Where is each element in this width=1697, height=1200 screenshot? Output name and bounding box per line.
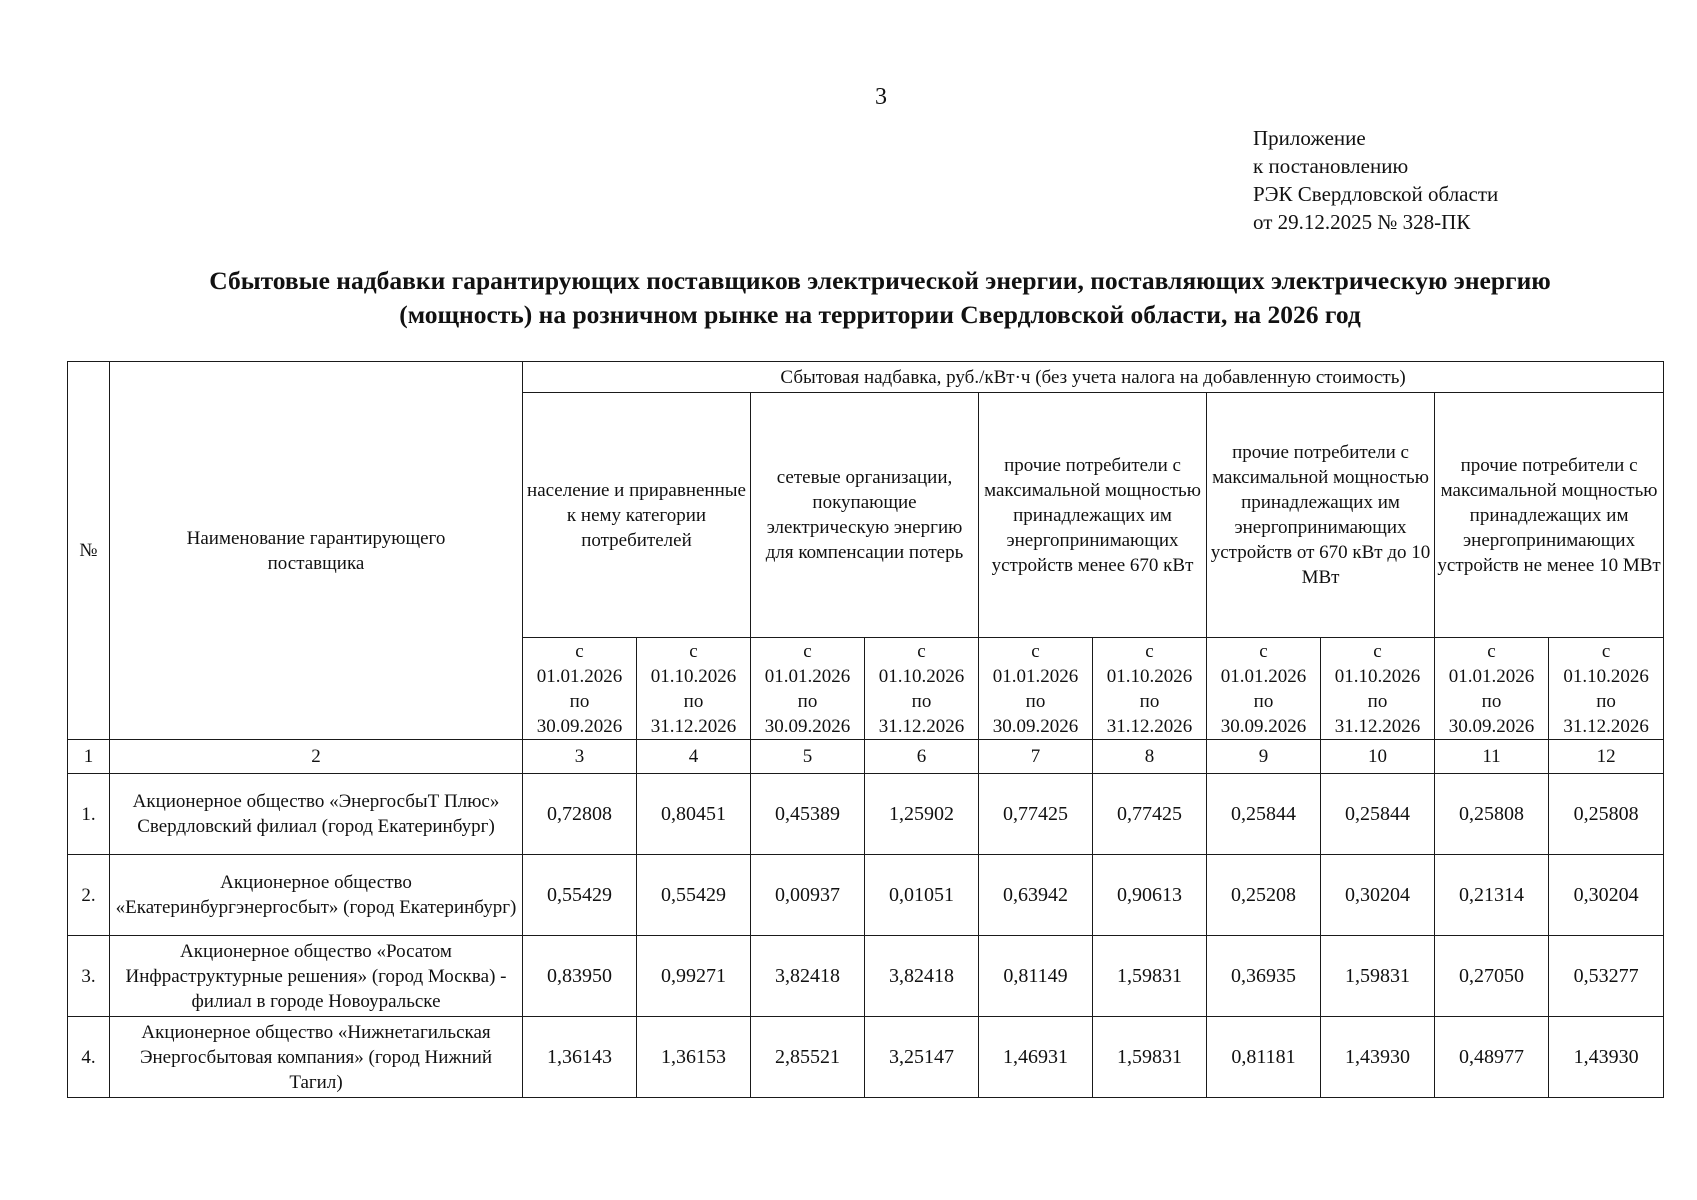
period-part: 31.12.2026 [1334,715,1421,737]
table-row [68,1017,1664,1098]
markup-value: 1,59831 [1093,936,1207,1017]
period-part: по [1481,690,1502,712]
period-part: по [1367,690,1388,712]
header-period [637,638,751,740]
markup-value: 0,81149 [979,936,1093,1017]
supplier-name: Акционерное общество «ЭнергосбыТ Плюс» Свердловский филиал (город Екатеринбург) [110,774,523,855]
appendix-line: к постановлению [1253,154,1409,178]
period-part: с [803,640,812,662]
period-part: по [1139,690,1160,712]
period-part: с [1145,640,1154,662]
markup-value: 1,43930 [1321,1017,1435,1098]
markup-value: 0,25208 [1207,855,1321,936]
markup-value: 1,25902 [865,774,979,855]
markup-value: 3,25147 [865,1017,979,1098]
period-part: по [683,690,704,712]
column-number: 10 [1321,740,1435,774]
period-part: с [1373,640,1382,662]
markup-value: 0,63942 [979,855,1093,936]
period-part: по [1025,690,1046,712]
title-line: (мощность) на розничном рынке на территории Свердловской области, на 2026 год [399,300,1361,329]
header-category: население и приравненные к нему категории потребителей [523,393,751,638]
table-row [68,774,1664,855]
markup-value: 0,45389 [751,774,865,855]
period-part: 01.10.2026 [1563,665,1649,687]
markup-value: 0,25808 [1549,774,1664,855]
markup-value: 3,82418 [751,936,865,1017]
markup-value: 0,01051 [865,855,979,936]
header-period [751,638,865,740]
markup-value: 0,21314 [1435,855,1549,936]
markup-value: 0,77425 [979,774,1093,855]
period-part: 30.09.2026 [764,715,851,737]
appendix-block [1253,124,1498,236]
markup-value: 0,80451 [637,774,751,855]
period-part: с [917,640,926,662]
period-part: по [1596,690,1616,712]
markup-value: 1,46931 [979,1017,1093,1098]
markup-value: 1,43930 [1549,1017,1664,1098]
header-period [1435,638,1549,740]
table-row [68,855,1664,936]
markup-value: 2,85521 [751,1017,865,1098]
markup-value: 0,55429 [523,855,637,936]
header-period [1321,638,1435,740]
markup-value: 0,25844 [1207,774,1321,855]
column-number: 9 [1207,740,1321,774]
header-period [979,638,1093,740]
period-part: с [1487,640,1496,662]
markup-value: 0,83950 [523,936,637,1017]
supplier-name: Акционерное общество «Росатом Инфраструктурные решения» (город Москва) - филиал в городе Новоуральске [110,936,523,1017]
header-num: № [68,362,110,740]
header-period [865,638,979,740]
markup-value: 0,25844 [1321,774,1435,855]
period-part: 01.10.2026 [1106,665,1193,687]
column-number: 7 [979,740,1093,774]
column-number: 12 [1549,740,1664,774]
header-category: прочие потребители с максимальной мощностью принадлежащих им энергопринимающих устройств менее 670 кВт [979,393,1207,638]
header-period [523,638,637,740]
markup-value: 3,82418 [865,936,979,1017]
markup-value: 0,81181 [1207,1017,1321,1098]
header-markup-group: Сбытовая надбавка, руб./кВт·ч (без учета налога на добавленную стоимость) [523,362,1664,393]
period-part: по [911,690,932,712]
markup-value: 1,59831 [1321,936,1435,1017]
column-number: 11 [1435,740,1549,774]
period-part: 01.10.2026 [650,665,737,687]
markup-value: 0,25808 [1435,774,1549,855]
period-part: 31.12.2026 [878,715,965,737]
header-category: прочие потребители с максимальной мощностью принадлежащих им энергопринимающих устройств от 670 кВт до 10 МВт [1207,393,1435,638]
markup-value: 0,53277 [1549,936,1664,1017]
period-part: 30.09.2026 [992,715,1079,737]
period-part: по [569,690,590,712]
column-number: 1 [68,740,110,774]
markup-value: 0,55429 [637,855,751,936]
period-part: по [1253,690,1274,712]
period-part: 30.09.2026 [536,715,623,737]
supplier-name: Акционерное общество «Екатеринбургэнергосбыт» (город Екатеринбург) [110,855,523,936]
period-part: 31.12.2026 [1563,715,1649,737]
markup-value: 1,59831 [1093,1017,1207,1098]
appendix-line: Приложение [1253,126,1366,150]
markup-value: 0,48977 [1435,1017,1549,1098]
markup-value: 0,77425 [1093,774,1207,855]
markup-value: 0,30204 [1321,855,1435,936]
table-row [68,936,1664,1017]
markup-value: 1,36153 [637,1017,751,1098]
row-number: 4. [68,1017,110,1098]
period-part: 30.09.2026 [1220,715,1307,737]
markup-value: 0,90613 [1093,855,1207,936]
markup-value: 0,00937 [751,855,865,936]
period-part: 31.12.2026 [650,715,737,737]
header-category: прочие потребители с максимальной мощностью принадлежащих им энергопринимающих устройств не менее 10 МВт [1435,393,1664,638]
period-part: 01.01.2026 [1220,665,1307,687]
column-number: 2 [110,740,523,774]
header-period [1549,638,1664,740]
tariff-table [67,361,1664,1098]
appendix-line: от 29.12.2025 № 328-ПК [1253,210,1471,234]
column-number: 3 [523,740,637,774]
period-part: 01.01.2026 [536,665,623,687]
title-line: Сбытовые надбавки гарантирующих поставщиков электрической энергии, поставляющих электрическую энергию [209,266,1551,295]
period-part: по [797,690,818,712]
header-supplier-name: Наименование гарантирующего поставщика [110,362,523,740]
markup-value: 0,72808 [523,774,637,855]
period-part: 01.10.2026 [878,665,965,687]
column-number: 4 [637,740,751,774]
markup-value: 0,27050 [1435,936,1549,1017]
row-number: 1. [68,774,110,855]
period-part: 01.01.2026 [992,665,1079,687]
period-part: с [689,640,698,662]
page-number: 3 [875,84,887,110]
period-part: с [1259,640,1268,662]
period-part: с [575,640,584,662]
markup-value: 0,99271 [637,936,751,1017]
period-part: с [1601,640,1611,662]
header-period [1093,638,1207,740]
header-category: сетевые организации, покупающие электрическую энергию для компенсации потерь [751,393,979,638]
column-number: 8 [1093,740,1207,774]
document-title [60,264,1697,332]
column-number: 5 [751,740,865,774]
markup-value: 0,36935 [1207,936,1321,1017]
supplier-name: Акционерное общество «Нижнетагильская Энергосбытовая компания» (город Нижний Тагил) [110,1017,523,1098]
header-period [1207,638,1321,740]
period-part: с [1031,640,1040,662]
period-part: 01.01.2026 [1448,665,1535,687]
column-number: 6 [865,740,979,774]
period-part: 01.10.2026 [1334,665,1421,687]
period-part: 01.01.2026 [764,665,851,687]
markup-value: 0,30204 [1549,855,1664,936]
row-number: 3. [68,936,110,1017]
markup-value: 1,36143 [523,1017,637,1098]
period-part: 30.09.2026 [1448,715,1535,737]
row-number: 2. [68,855,110,936]
period-part: 31.12.2026 [1106,715,1193,737]
appendix-line: РЭК Свердловской области [1253,182,1499,206]
